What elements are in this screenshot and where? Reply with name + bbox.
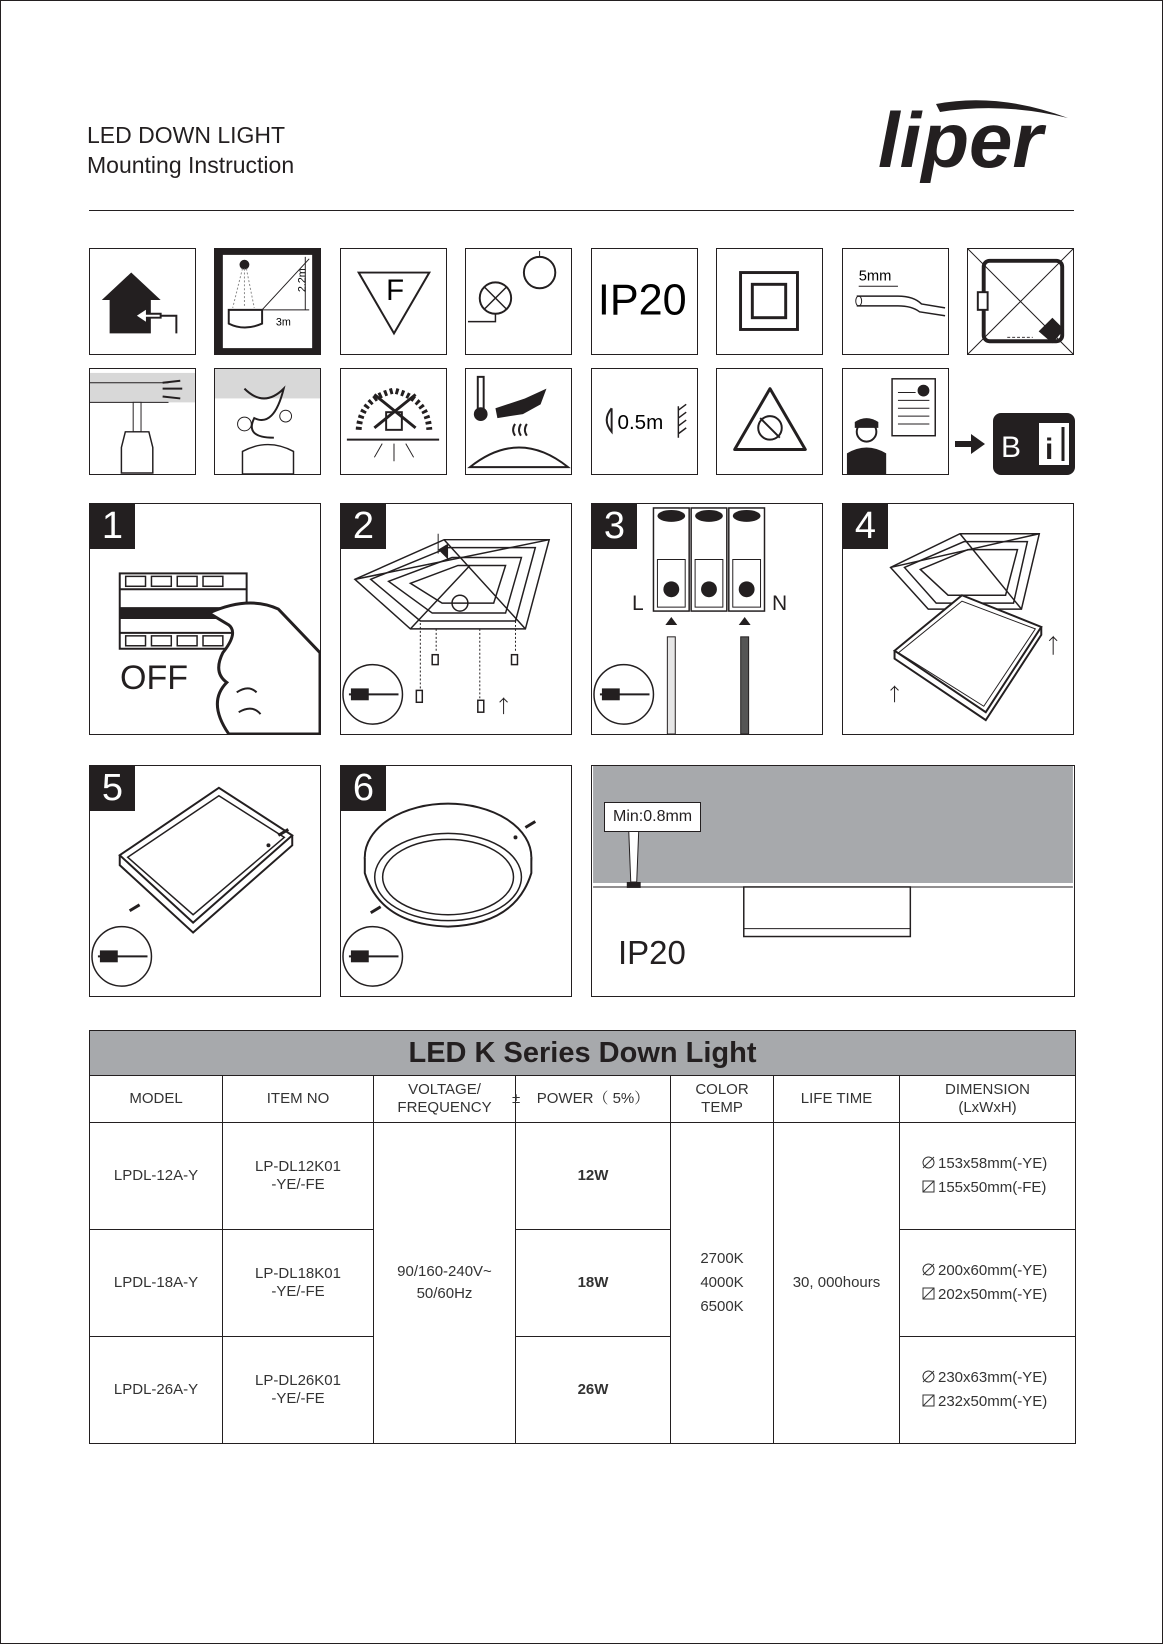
info-letter-i: i xyxy=(1045,433,1054,466)
model-cell: LPDL-26A-Y xyxy=(90,1337,223,1444)
min-distance-label: 0.5m xyxy=(617,410,664,434)
round-dimension xyxy=(900,1155,1075,1173)
square-dimension xyxy=(900,1286,1075,1304)
step-1-panel xyxy=(89,503,321,735)
title-line-2: Mounting Instruction xyxy=(87,152,295,178)
document-title xyxy=(87,120,294,180)
neutral-terminal-label: N xyxy=(772,592,788,615)
item-no-cell xyxy=(223,1123,374,1230)
step-2-panel xyxy=(340,503,572,735)
title-line-1: LED DOWN LIGHT xyxy=(87,122,286,148)
round-dimension-value: 153x58mm(-YE) xyxy=(938,1155,1048,1172)
header-voltage-line-2: FREQUENCY xyxy=(397,1099,492,1116)
header-model: MODEL xyxy=(90,1076,223,1123)
square-dimension-icon xyxy=(922,1394,935,1407)
step-5-number: 5 xyxy=(90,766,135,811)
distance-to-luminaire-icon xyxy=(465,248,572,355)
indoor-use-icon xyxy=(89,248,196,355)
step-6-number: 6 xyxy=(341,766,386,811)
power-cell: 26W xyxy=(516,1337,671,1444)
table-row xyxy=(90,1230,1076,1337)
brand-logo xyxy=(878,92,1078,184)
bath-width-label: 3m xyxy=(275,316,291,329)
step-3-panel xyxy=(591,503,823,735)
header-dimension-line-2: (LxWxH) xyxy=(958,1099,1017,1116)
dimension-cell xyxy=(900,1230,1076,1337)
diameter-icon xyxy=(922,1156,935,1169)
step-5-panel xyxy=(89,765,321,997)
diameter-icon xyxy=(922,1263,935,1276)
no-thermal-insulation-icon xyxy=(340,368,447,475)
power-cell: 18W xyxy=(516,1230,671,1337)
header-dimension xyxy=(900,1076,1076,1123)
header-dimension-line-1: DIMENSION xyxy=(945,1081,1031,1098)
item-no-line-2: -YE/-FE xyxy=(271,1176,325,1193)
strip-length-icon xyxy=(842,248,949,355)
bath-height-label: 2.2m xyxy=(296,268,309,293)
square-dimension-icon xyxy=(922,1180,935,1193)
step-2-number: 2 xyxy=(341,504,386,549)
read-instructions-icon xyxy=(993,413,1075,475)
min-thickness-label: Min:0.8mm xyxy=(604,802,701,832)
round-dimension-value: 200x60mm(-YE) xyxy=(938,1262,1048,1279)
header-item-no: ITEM NO xyxy=(223,1076,374,1123)
header-color-line-1: COLOR xyxy=(695,1081,749,1098)
no-rough-service-icon xyxy=(716,368,823,475)
square-dimension-value: 232x50mm(-YE) xyxy=(938,1393,1048,1410)
switch-off-label: OFF xyxy=(120,659,188,697)
color-temp-cell xyxy=(671,1123,774,1444)
item-no-line-1: LP-DL18K01 xyxy=(255,1265,341,1282)
min-distance-icon xyxy=(591,368,698,475)
item-no-line-1: LP-DL26K01 xyxy=(255,1372,341,1389)
cct-value: 6500K xyxy=(700,1298,744,1315)
table-row xyxy=(90,1337,1076,1444)
arrow-right-icon xyxy=(955,434,985,454)
item-no-cell xyxy=(223,1337,374,1444)
model-cell: LPDL-12A-Y xyxy=(90,1123,223,1230)
header-tolerance-sign: ± xyxy=(512,1090,521,1107)
info-letter-b: B xyxy=(1001,431,1022,464)
brand-wordmark: liper xyxy=(878,96,1043,184)
power-cell: 12W xyxy=(516,1123,671,1230)
item-no-cell xyxy=(223,1230,374,1337)
square-dimension-icon xyxy=(922,1287,935,1300)
ip-rating-label: IP20 xyxy=(618,934,686,971)
header-divider xyxy=(89,210,1074,211)
ip20-icon-label: IP20 xyxy=(597,276,687,325)
item-no-line-2: -YE/-FE xyxy=(271,1283,325,1300)
cct-value: 2700K xyxy=(700,1250,744,1267)
header-color-temp xyxy=(671,1076,774,1123)
cct-value: 4000K xyxy=(700,1274,744,1291)
header-power xyxy=(512,1076,671,1123)
table-title: LED K Series Down Light xyxy=(90,1031,1076,1076)
life-time-cell: 30, 000hours xyxy=(774,1123,900,1444)
round-dimension-value: 230x63mm(-YE) xyxy=(938,1369,1048,1386)
square-dimension-value: 202x50mm(-YE) xyxy=(938,1286,1048,1303)
item-no-line-2: -YE/-FE xyxy=(271,1390,325,1407)
ip20-icon xyxy=(591,248,698,355)
strip-length-label: 5mm xyxy=(858,268,892,285)
diameter-icon xyxy=(922,1370,935,1383)
item-no-line-1: LP-DL12K01 xyxy=(255,1158,341,1175)
round-dimension xyxy=(900,1369,1075,1387)
square-dimension xyxy=(900,1179,1075,1197)
spec-table xyxy=(89,1030,1076,1444)
hot-surface-icon xyxy=(465,368,572,475)
square-dimension xyxy=(900,1393,1075,1411)
header-life-time: LIFE TIME xyxy=(774,1076,900,1123)
step-4-panel xyxy=(842,503,1074,735)
class-ii-icon xyxy=(716,248,823,355)
round-dimension xyxy=(900,1262,1075,1280)
ceiling-thickness-panel xyxy=(591,765,1075,997)
header-power-label: POWER（ 5%） xyxy=(536,1090,650,1107)
header-voltage xyxy=(374,1076,516,1123)
step-6-panel xyxy=(340,765,572,997)
voltage-cell xyxy=(374,1123,516,1444)
f-mark-label: F xyxy=(386,274,405,308)
qualified-electrician-icon xyxy=(842,368,949,475)
step-3-number: 3 xyxy=(592,504,637,549)
model-cell: LPDL-18A-Y xyxy=(90,1230,223,1337)
f-mark-icon xyxy=(340,248,447,355)
no-hanging-objects-icon xyxy=(214,368,321,475)
step-1-number: 1 xyxy=(90,504,135,549)
step-4-number: 4 xyxy=(843,504,888,549)
voltage-line-2: 50/60Hz xyxy=(416,1285,473,1302)
dimension-cell xyxy=(900,1123,1076,1230)
live-terminal-label: L xyxy=(632,592,644,615)
no-plug-connection-icon xyxy=(967,248,1074,355)
bathroom-zone-icon xyxy=(214,248,321,355)
square-dimension-value: 155x50mm(-FE) xyxy=(938,1179,1047,1196)
header-voltage-line-1: VOLTAGE/ xyxy=(408,1081,481,1098)
dimension-cell xyxy=(900,1337,1076,1444)
ceiling-wires-icon xyxy=(89,368,196,475)
voltage-line-1: 90/160-240V~ xyxy=(397,1263,492,1280)
header-color-line-2: TEMP xyxy=(701,1099,743,1116)
table-row xyxy=(90,1123,1076,1230)
